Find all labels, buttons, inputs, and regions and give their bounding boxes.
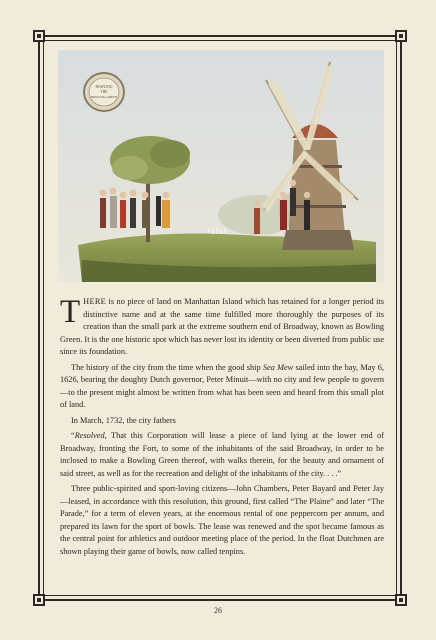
plaque-line-3: BOWLING GREEN xyxy=(90,95,118,99)
border-corner-ornament xyxy=(395,594,407,606)
history-text-start: The history of the city from the time when the good ship xyxy=(71,362,263,372)
article-text xyxy=(60,296,384,561)
paragraph-history xyxy=(60,362,384,412)
plaque-line-2: THE xyxy=(100,90,108,94)
history-text-end: sailed into the bay, May 6, 1626, bearing the doughty Dutch governor, Peter Minuit—with no city and few people to govern—to the present might almost be written from what has been seen and heard from this small plot of land. xyxy=(60,362,384,409)
windmill-tower xyxy=(288,140,346,245)
intro-text: is no piece of land on Manhattan Island which has retained for a longer period its distinctive name and at the same time fulfilled more thoroughly the purposes of its creation than the small park at the extreme southern end of Broadway, known as Bowling Green. It is the one historic spot which has never lost its identity or been diverted from public use since its foundation. xyxy=(60,297,384,356)
border-corner-ornament xyxy=(33,594,45,606)
border-corner-ornament xyxy=(33,30,45,42)
paragraph-lease: Three public-spirited and sport-loving citizens—John Chambers, Peter Bayard and Peter Jay—leased, in accordance with this resolution, this ground, first called “The Plaine” and later “The Parade,” for a term of eleven years, at the enormous rental of one peppercorn per annum, and prepared its lawn for the sport of bowls. The lease was renewed and the spot became famous as the central point for athletics and outdoor meeting place of the period. In the float Dutchmen are shown playing their game of bowls, now called tenpins. xyxy=(60,484,384,556)
resolution-text: , That this Corporation will lease a piece of land lying at the lower end of Broadway, fronting the Fort, to some of the inhabitants of the said Broadway, in order to be inclosed to make a Bowling Green thereof, with walks therein, for the beauty and ornament of said street, as well as for the recreation and delight of the inhabitants of the city. . . .” xyxy=(60,431,384,478)
lead-word: HERE xyxy=(83,297,107,306)
windmill-bowling-scene xyxy=(58,50,384,282)
drop-cap: T xyxy=(60,294,81,330)
open-quote: “ xyxy=(71,431,75,440)
ship-name: Sea Mew xyxy=(262,362,294,372)
float-illustration xyxy=(58,50,384,282)
paragraph-city-fathers: In March, 1732, the city fathers xyxy=(71,415,176,425)
shield-plaque xyxy=(84,73,124,111)
paragraph-resolution xyxy=(60,430,384,480)
resolved-word: Resolved xyxy=(74,431,105,440)
border-corner-ornament xyxy=(395,30,407,42)
plaque-line-1: BOWLING xyxy=(95,85,113,89)
page-number: 26 xyxy=(214,606,222,615)
paragraph-intro xyxy=(60,296,384,359)
